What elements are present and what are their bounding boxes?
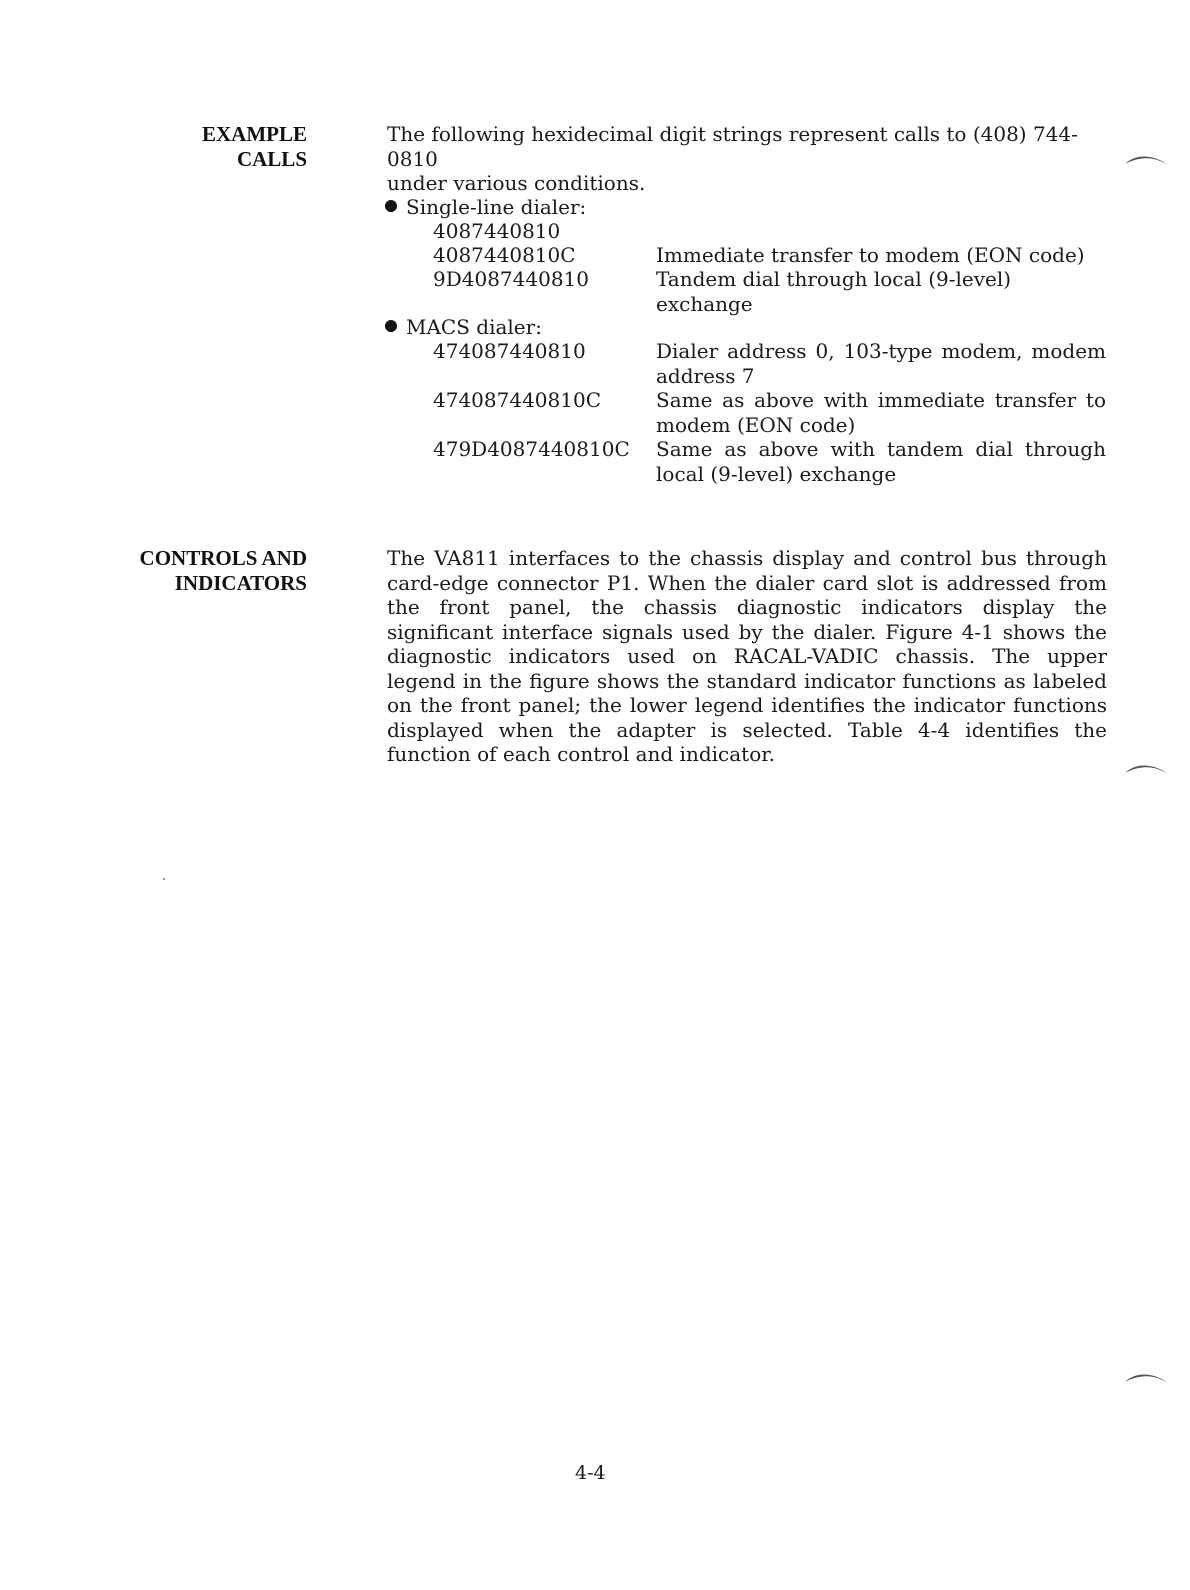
page-number: 4-4 bbox=[575, 1462, 606, 1484]
dial-code-description: Dialer address 0, 103-type modem, modem address 7 bbox=[656, 339, 1106, 388]
heading-line: CONTROLS AND bbox=[139, 546, 307, 570]
dial-code: 4087440810 bbox=[433, 219, 561, 243]
dial-code-description: Immediate transfer to modem (EON code) bbox=[656, 243, 1085, 267]
binder-hole-mark-icon bbox=[1124, 152, 1168, 166]
binder-hole-mark-icon bbox=[1124, 761, 1168, 775]
scan-speck bbox=[163, 878, 165, 880]
dial-code: 9D4087440810 bbox=[433, 267, 590, 291]
dial-code-description: Same as above with tandem dial through local (9-level) exchange bbox=[656, 437, 1106, 486]
intro-line: The following hexidecimal digit strings represent calls to (408) 744-0810 bbox=[387, 122, 1078, 171]
bullet-icon bbox=[385, 320, 397, 332]
dial-code: 474087440810C bbox=[433, 388, 601, 412]
section-heading-example-calls bbox=[67, 122, 307, 172]
bullet-label: Single-line dialer: bbox=[406, 195, 587, 219]
dial-code: 4087440810C bbox=[433, 243, 576, 267]
heading-line: CALLS bbox=[236, 147, 307, 171]
binder-hole-mark-icon bbox=[1124, 1370, 1168, 1384]
dial-code: 479D4087440810C bbox=[433, 437, 630, 461]
controls-indicators-body: The VA811 interfaces to the chassis display and control bus through card-edge connector P1. When the dialer card slot is addressed from the front panel, the chassis diagnostic indicators display the significant interface signals used by the dialer. Figure 4-1 shows the diagnostic indicators used on RACAL-VADIC chassis. The upper legend in the figure shows the standard indicator functions as labeled on the front panel; the lower legend identifies the indicator functions displayed when the adapter is selected. Table 4-4 identifies the function of each control and indicator. bbox=[387, 546, 1107, 766]
heading-line: INDICATORS bbox=[174, 571, 307, 595]
bullet-single-line-dialer bbox=[385, 195, 586, 220]
dial-code: 474087440810 bbox=[433, 339, 586, 363]
heading-line: EXAMPLE bbox=[202, 122, 307, 146]
dial-code-description: Tandem dial through local (9-level) exchange bbox=[656, 267, 1012, 316]
example-calls-intro bbox=[387, 122, 1107, 196]
section-heading-controls-indicators bbox=[67, 546, 307, 596]
bullet-icon bbox=[385, 200, 397, 212]
bullet-label: MACS dialer: bbox=[406, 315, 542, 339]
dial-code-description: Same as above with immediate transfer to modem (EON code) bbox=[656, 388, 1106, 437]
intro-line: under various conditions. bbox=[387, 171, 646, 195]
bullet-macs-dialer bbox=[385, 315, 542, 340]
